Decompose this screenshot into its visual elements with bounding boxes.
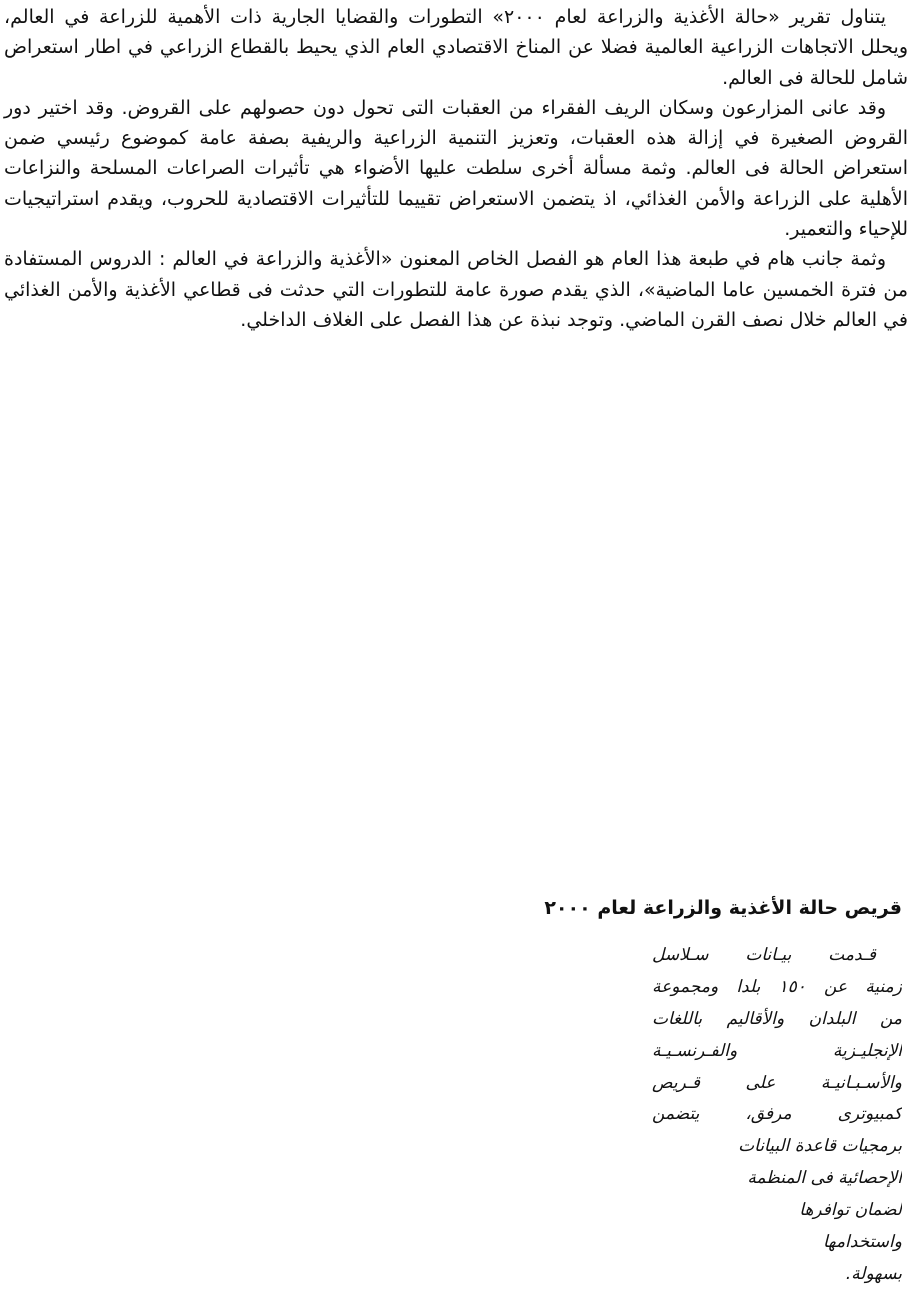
sidebar-title: قريص حالة الأغذية والزراعة لعام ٢٠٠٠: [544, 897, 902, 919]
sidebar-line: واستخدامها: [822, 1232, 902, 1253]
sidebar-line: من البلدان والأقاليم باللغات: [652, 1008, 902, 1029]
sidebar-line: قـدمت بيـانات سـلاسل: [652, 945, 876, 965]
paragraph-special-chapter: وثمة جانب هام في طبعة هذا العام هو الفصل الخاص المعنون «الأغذية والزراعة في العالم : الدروس المستفادة من فترة الخمسين عاما الماضية»، الذي يقدم صورة عامة للتطورات التي حدثت فى قطاعي الأغذية والأمن الغذائي في العالم خلال نصف القرن الماضي. وتوجد نبذة عن هذا الفصل على الغلاف الداخلي.: [4, 248, 908, 331]
cd-rom-sidebar: [522, 890, 902, 1291]
sidebar-line: كمبيوترى مرفق، يتضمن: [652, 1104, 902, 1125]
main-article: [4, 2, 908, 335]
sidebar-line: الإنجليـزية والفـرنسـيـة: [652, 1040, 902, 1061]
sidebar-line: والأسـبـانيـة على قـريص: [652, 1072, 902, 1093]
sidebar-line: برمجيات قاعدة البيانات: [738, 1136, 902, 1157]
sidebar-line: الإحصائية فى المنظمة: [747, 1168, 902, 1189]
sidebar-line: بسهولة.: [845, 1263, 902, 1284]
sidebar-text-block: [652, 940, 902, 1291]
sidebar-line: لضمان توافرها: [799, 1200, 902, 1221]
paragraph-credit-and-conflict: وقد عانى المزارعون وسكان الريف الفقراء من العقبات التى تحول دون حصولهم على القروض. وقد اختير دور القروض الصغيرة في إزالة هذه العقبات، وتعزيز التنمية الزراعية والريفية بصفة عامة كموضوع رئيسي ضمن استعراض الحالة فى العالم. وثمة مسألة أخرى سلطت عليها الأضواء هي تأثيرات الصراعات المسلحة والنزاعات الأهلية على الزراعة والأمن الغذائي، اذ يتضمن الاستعراض تقييما للتأثيرات الاقتصادية للحروب، ويقدم استراتيجيات للإحياء والتعمير.: [4, 96, 908, 241]
sidebar-line: زمنية عن ١٥٠ بلدا ومجموعة: [652, 976, 902, 997]
paragraph-intro: يتناول تقرير «حالة الأغذية والزراعة لعام ٢٠٠٠» التطورات والقضايا الجارية ذات الأهمية للزراعة في العالم، ويحلل الاتجاهات الزراعية العالمية فضلا عن المناخ الاقتصادي العام الذي يحيط بالقطاع الزراعي في اطار استعراض شامل للحالة فى العالم.: [4, 6, 908, 89]
